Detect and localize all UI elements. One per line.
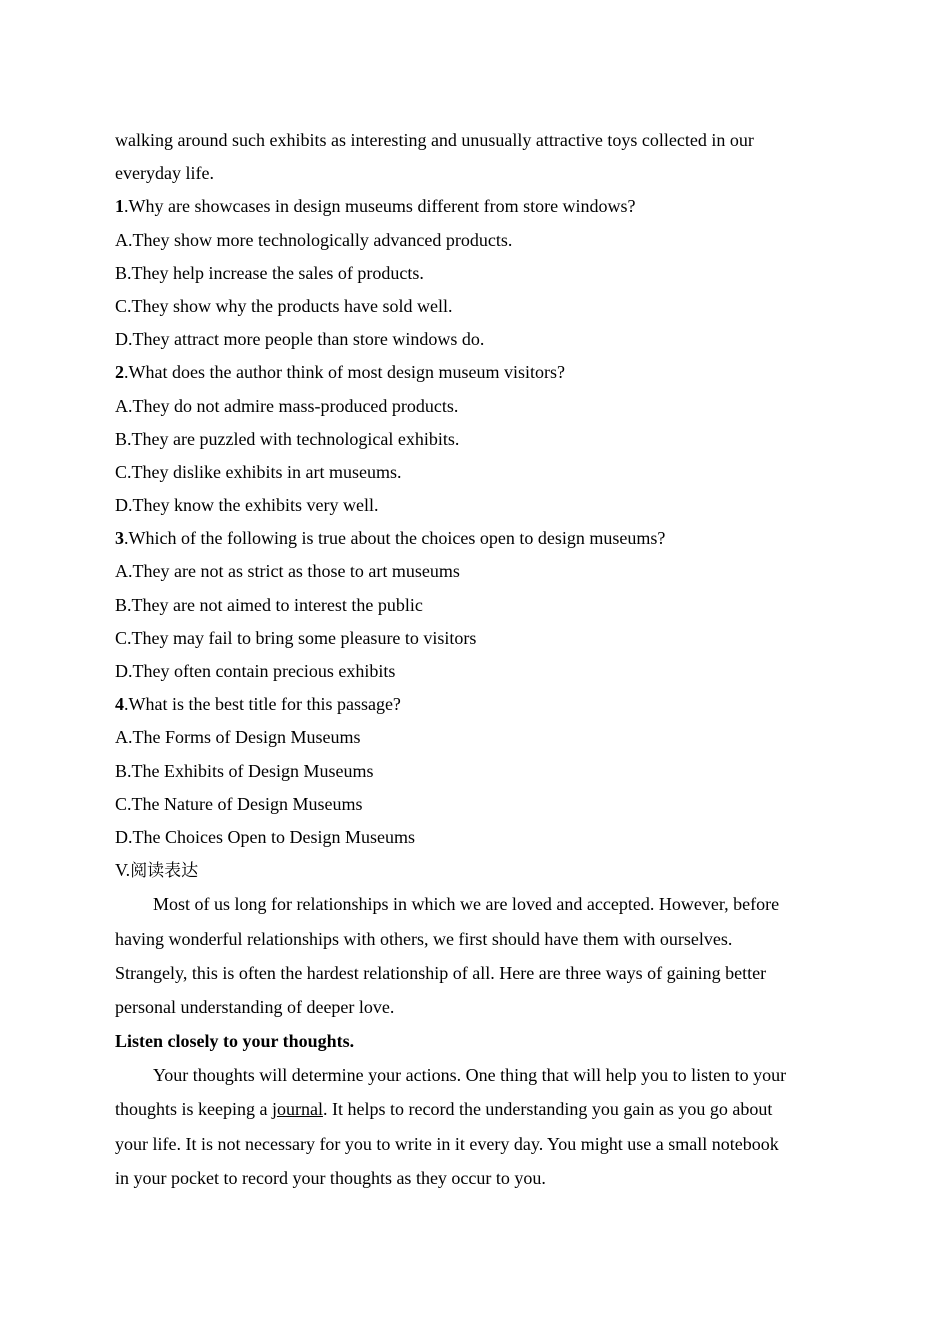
question-text: .What does the author think of most design museum visitors?	[124, 362, 565, 383]
intro-line-2: everyday life.	[115, 163, 214, 184]
question-2-option-d: D.They know the exhibits very well.	[115, 495, 379, 516]
question-number: 4	[115, 694, 124, 715]
question-1-option-c: C.They show why the products have sold well.	[115, 295, 453, 316]
intro-line-1: walking around such exhibits as interesting and unusually attractive toys collected in our	[115, 130, 754, 150]
question-number: 3	[115, 528, 124, 549]
passage-para-2-line-4: in your pocket to record your thoughts as they occur to you.	[115, 1168, 546, 1189]
question-1-option-a: A.They show more technologically advanced products.	[115, 229, 513, 250]
question-1	[115, 190, 835, 223]
passage-subheading: Listen closely to your thoughts.	[115, 1030, 355, 1051]
passage-para-1-line-1: Most of us long for relationships in which we are loved and accepted. However, before	[153, 894, 780, 915]
question-2-option-a: A.They do not admire mass-produced products.	[115, 395, 459, 416]
question-number: 2	[115, 362, 124, 383]
question-text: .Which of the following is true about the choices open to design museums?	[124, 528, 666, 549]
question-3-option-b: B.They are not aimed to interest the public	[115, 594, 423, 615]
question-4	[115, 688, 835, 721]
passage-para-1-line-3: Strangely, this is often the hardest relationship of all. Here are three ways of gaining better	[115, 963, 767, 984]
question-3	[115, 522, 835, 555]
question-number: 1	[115, 196, 124, 217]
question-text: .What is the best title for this passage?	[124, 694, 401, 715]
question-4-option-d: D.The Choices Open to Design Museums	[115, 826, 415, 847]
passage-para-1-line-4: personal understanding of deeper love.	[115, 997, 395, 1018]
section-title: 阅读表达	[130, 861, 199, 882]
question-3-option-d: D.They often contain precious exhibits	[115, 661, 396, 681]
question-1-option-d: D.They attract more people than store windows do.	[115, 329, 485, 350]
question-3-option-a: A.They are not as strict as those to art museums	[115, 561, 460, 582]
para-2-text-after: . It helps to record the understanding you gain as you go about	[322, 1099, 773, 1120]
question-4-option-a: A.The Forms of Design Museums	[115, 727, 361, 748]
question-2	[115, 356, 835, 389]
document-page	[115, 124, 835, 1196]
passage-para-2-line-3: your life. It is not necessary for you to write in it every day. You might use a small notebook	[115, 1133, 779, 1154]
passage-para-2-line-2	[115, 1092, 835, 1126]
question-2-option-c: C.They dislike exhibits in art museums.	[115, 461, 402, 482]
journal-underlined-word: journal	[271, 1099, 323, 1120]
question-4-option-c: C.The Nature of Design Museums	[115, 793, 363, 814]
passage-para-1-line-2: having wonderful relationships with others, we first should have them with ourselves.	[115, 928, 733, 949]
section-prefix: V.	[115, 860, 131, 881]
passage-para-2-line-1: Your thoughts will determine your actions. One thing that will help you to listen to your	[153, 1065, 787, 1086]
question-1-option-b: B.They help increase the sales of products.	[115, 262, 424, 283]
para-2-text-before: thoughts is keeping a	[115, 1099, 272, 1120]
question-2-option-b: B.They are puzzled with technological exhibits.	[115, 428, 460, 449]
section-heading	[115, 854, 835, 887]
question-text: .Why are showcases in design museums different from store windows?	[124, 196, 636, 217]
question-4-option-b: B.The Exhibits of Design Museums	[115, 760, 374, 781]
question-3-option-c: C.They may fail to bring some pleasure to visitors	[115, 627, 477, 648]
